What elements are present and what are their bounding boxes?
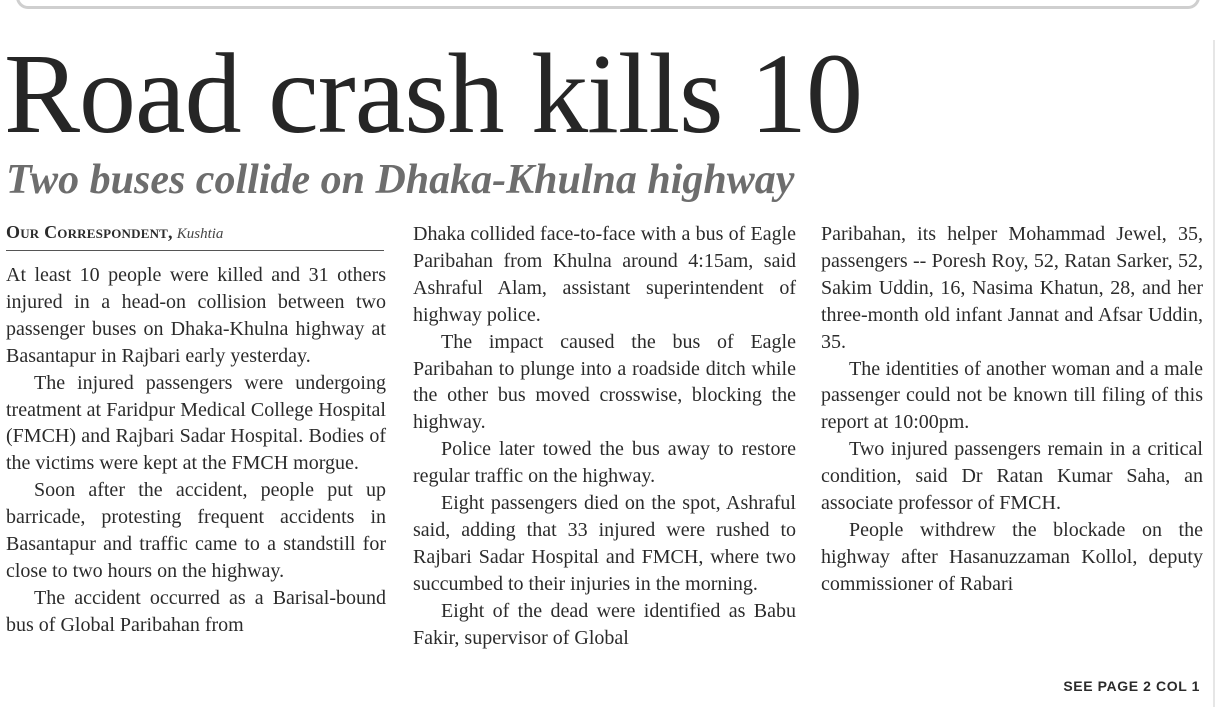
subheadline: Two buses collide on Dhaka-Khulna highway [6,157,795,203]
paragraph: People withdrew the blockade on the highway after Hasanuzzaman Kollol, deputy commissioner of Rabari [821,518,1203,595]
article-column-3 [821,221,1203,598]
paragraph: Eight passengers died on the spot, Ashraful said, adding that 33 injured were rushed to Rajbari Sadar Hospital and FMCH, where two succumbed to their injuries in the morning. [413,492,796,595]
top-frame-border [16,0,1200,9]
paragraph: Dhaka collided face-to-face with a bus of Eagle Paribahan from Khulna around 4:15am, said Ashraful Alam, assistant superintendent of highway police. [413,223,796,326]
paragraph: Police later towed the bus away to restore regular traffic on the highway. [413,438,796,488]
paragraph: The injured passengers were undergoing treatment at Faridpur Medical College Hospital (FMCH) and Rajbari Sadar Hospital. Bodies of the victims were kept at the FMCH morgue. [6,371,386,475]
paragraph: The accident occurred as a Barisal-bound bus of Global Paribahan from [6,586,386,636]
byline-place: Kushtia [176,226,224,242]
paragraph: Paribahan, its helper Mohammad Jewel, 35, passengers -- Poresh Roy, 52, Ratan Sarker, 52, Sakim Uddin, 16, Nasima Khatun, 28, and her three-month old infant Jannat and Afsar Uddin, 35. [821,223,1203,353]
paragraph: Eight of the dead were identified as Babu Fakir, supervisor of Global [413,599,796,649]
paragraph: The identities of another woman and a male passenger could not be known till filing of this report at 10:00pm. [821,357,1203,434]
continuation-link[interactable]: SEE PAGE 2 COL 1 [1063,678,1200,694]
column-rule [1213,40,1215,707]
paragraph: Soon after the accident, people put up barricade, protesting frequent accidents in Basantapur and traffic came to a standstill for close to two hours on the highway. [6,479,386,582]
paragraph: At least 10 people were killed and 31 others injured in a head-on collision between two passenger buses on Dhaka-Khulna highway at Basantapur in Rajbari early yesterday. [6,264,386,367]
paragraph: The impact caused the bus of Eagle Paribahan to plunge into a roadside ditch while the other bus moved crosswise, blocking the highway. [413,330,796,434]
article-column-2 [413,221,796,652]
article-column-1 [6,262,386,639]
paragraph: Two injured passengers remain in a critical condition, said Dr Ratan Kumar Saha, an associate professor of FMCH. [821,438,1203,515]
headline: Road crash kills 10 [4,30,863,157]
byline [6,222,384,251]
byline-name: Our Correspondent, [6,222,173,242]
